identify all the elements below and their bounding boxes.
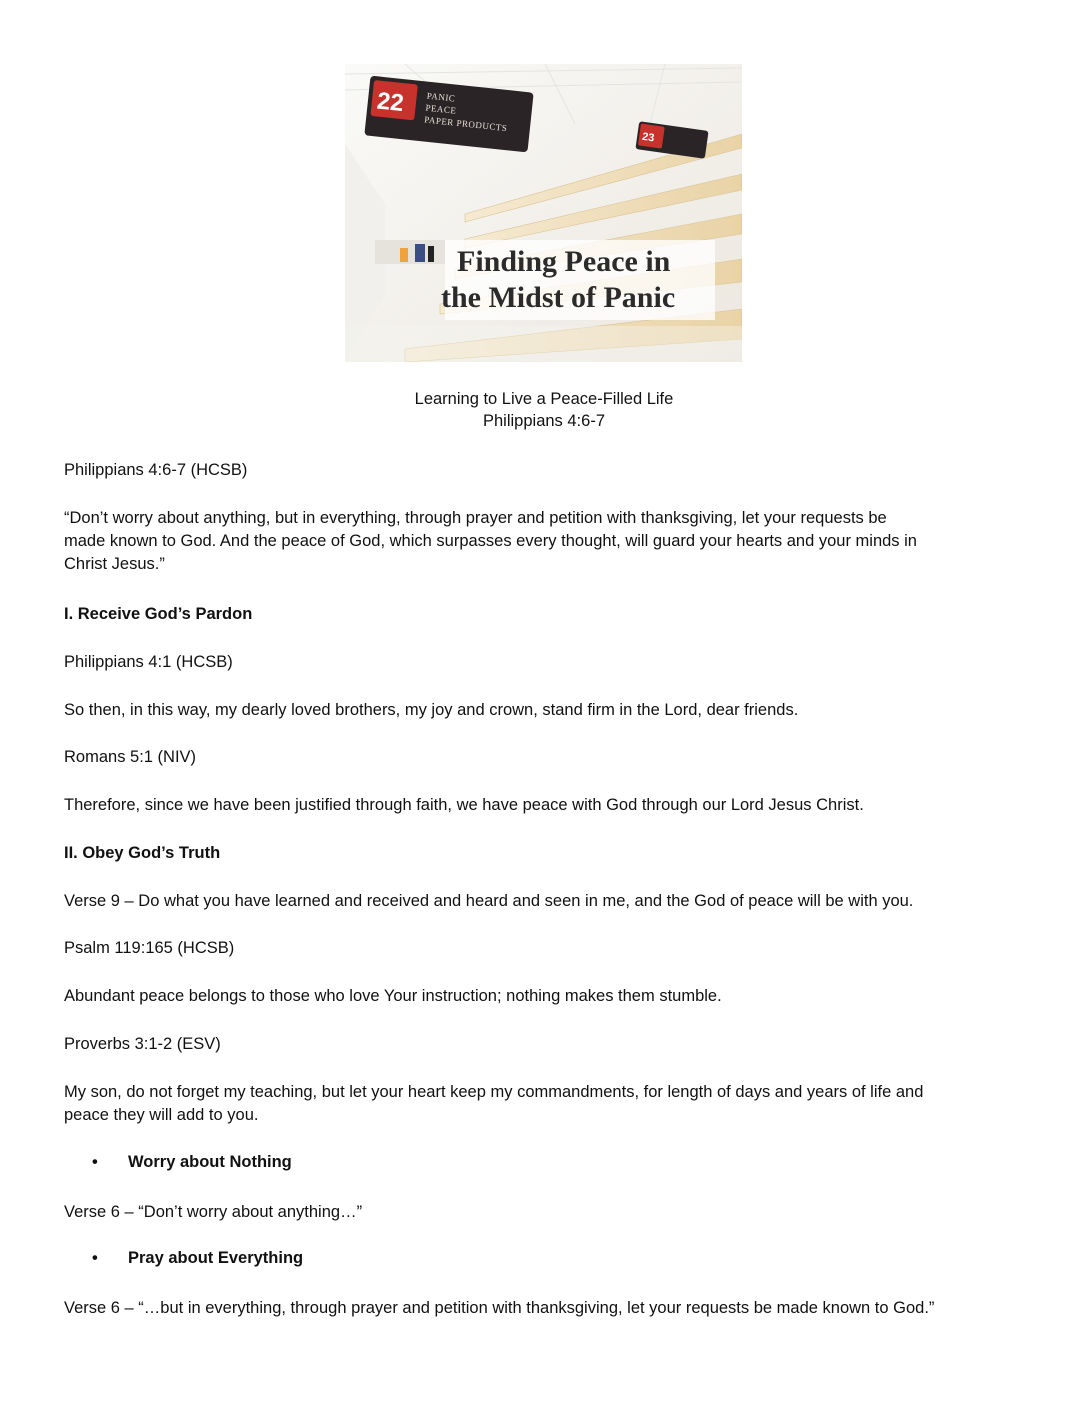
sign-line-3: PAPER PRODUCTS [423,114,508,134]
scripture-reference: Romans 5:1 (NIV) [64,748,197,766]
sermon-reference: Philippians 4:6-7 [483,412,605,430]
scripture-reference: Philippians 4:1 (HCSB) [64,653,233,671]
scripture-text: Verse 6 – “…but in everything, through prayer and petition with thanksgiving, let your requests be made known to God.” [64,1299,935,1317]
sign-line-1: PANIC [426,90,456,104]
sign-line-2: PEACE [425,102,457,116]
sermon-header [0,388,1088,432]
bullet-label: Pray about Everything [128,1249,304,1267]
scripture-reference: Proverbs 3:1-2 (ESV) [64,1035,221,1053]
hero-title-line-2: the Midst of Panic [441,281,676,314]
hero-image [345,64,742,362]
scripture-quote [64,507,1024,576]
section-heading: II. Obey God’s Truth [64,844,221,862]
bullet-icon: • [92,1249,98,1267]
section-heading: I. Receive God’s Pardon [64,605,253,623]
sermon-title: Learning to Live a Peace-Filled Life [414,390,674,408]
scripture-text: Therefore, since we have been justified through faith, we have peace with God through our Lord Jesus Christ. [64,796,864,814]
scripture-text: Abundant peace belongs to those who love Your instruction; nothing makes them stumble. [64,987,722,1005]
scripture-text [64,1081,1024,1127]
store-aisle-illustration [345,64,742,362]
text-line: My son, do not forget my teaching, but let your heart keep my commandments, for length of days and years of life and [64,1083,924,1101]
text-line: peace they will add to you. [64,1106,259,1124]
scripture-reference: Philippians 4:6-7 (HCSB) [64,461,248,479]
scripture-text: Verse 9 – Do what you have learned and received and heard and seen in me, and the God of peace will be with you. [64,892,914,910]
aisle-number-secondary: 23 [641,130,656,145]
quote-line: made known to God. And the peace of God, which surpasses every thought, will guard your hearts and your minds in [64,532,917,550]
scripture-reference: Psalm 119:165 (HCSB) [64,939,235,957]
quote-line: Christ Jesus.” [64,555,165,573]
scripture-text: So then, in this way, my dearly loved brothers, my joy and crown, stand firm in the Lord, dear friends. [64,701,799,719]
bullet-icon: • [92,1153,98,1171]
scripture-text: Verse 6 – “Don’t worry about anything…” [64,1203,363,1221]
quote-line: “Don’t worry about anything, but in everything, through prayer and petition with thanksgiving, let your requests be [64,509,887,527]
hero-title-line-1: Finding Peace in [457,245,671,278]
bullet-label: Worry about Nothing [128,1153,292,1171]
aisle-number: 22 [375,87,405,118]
